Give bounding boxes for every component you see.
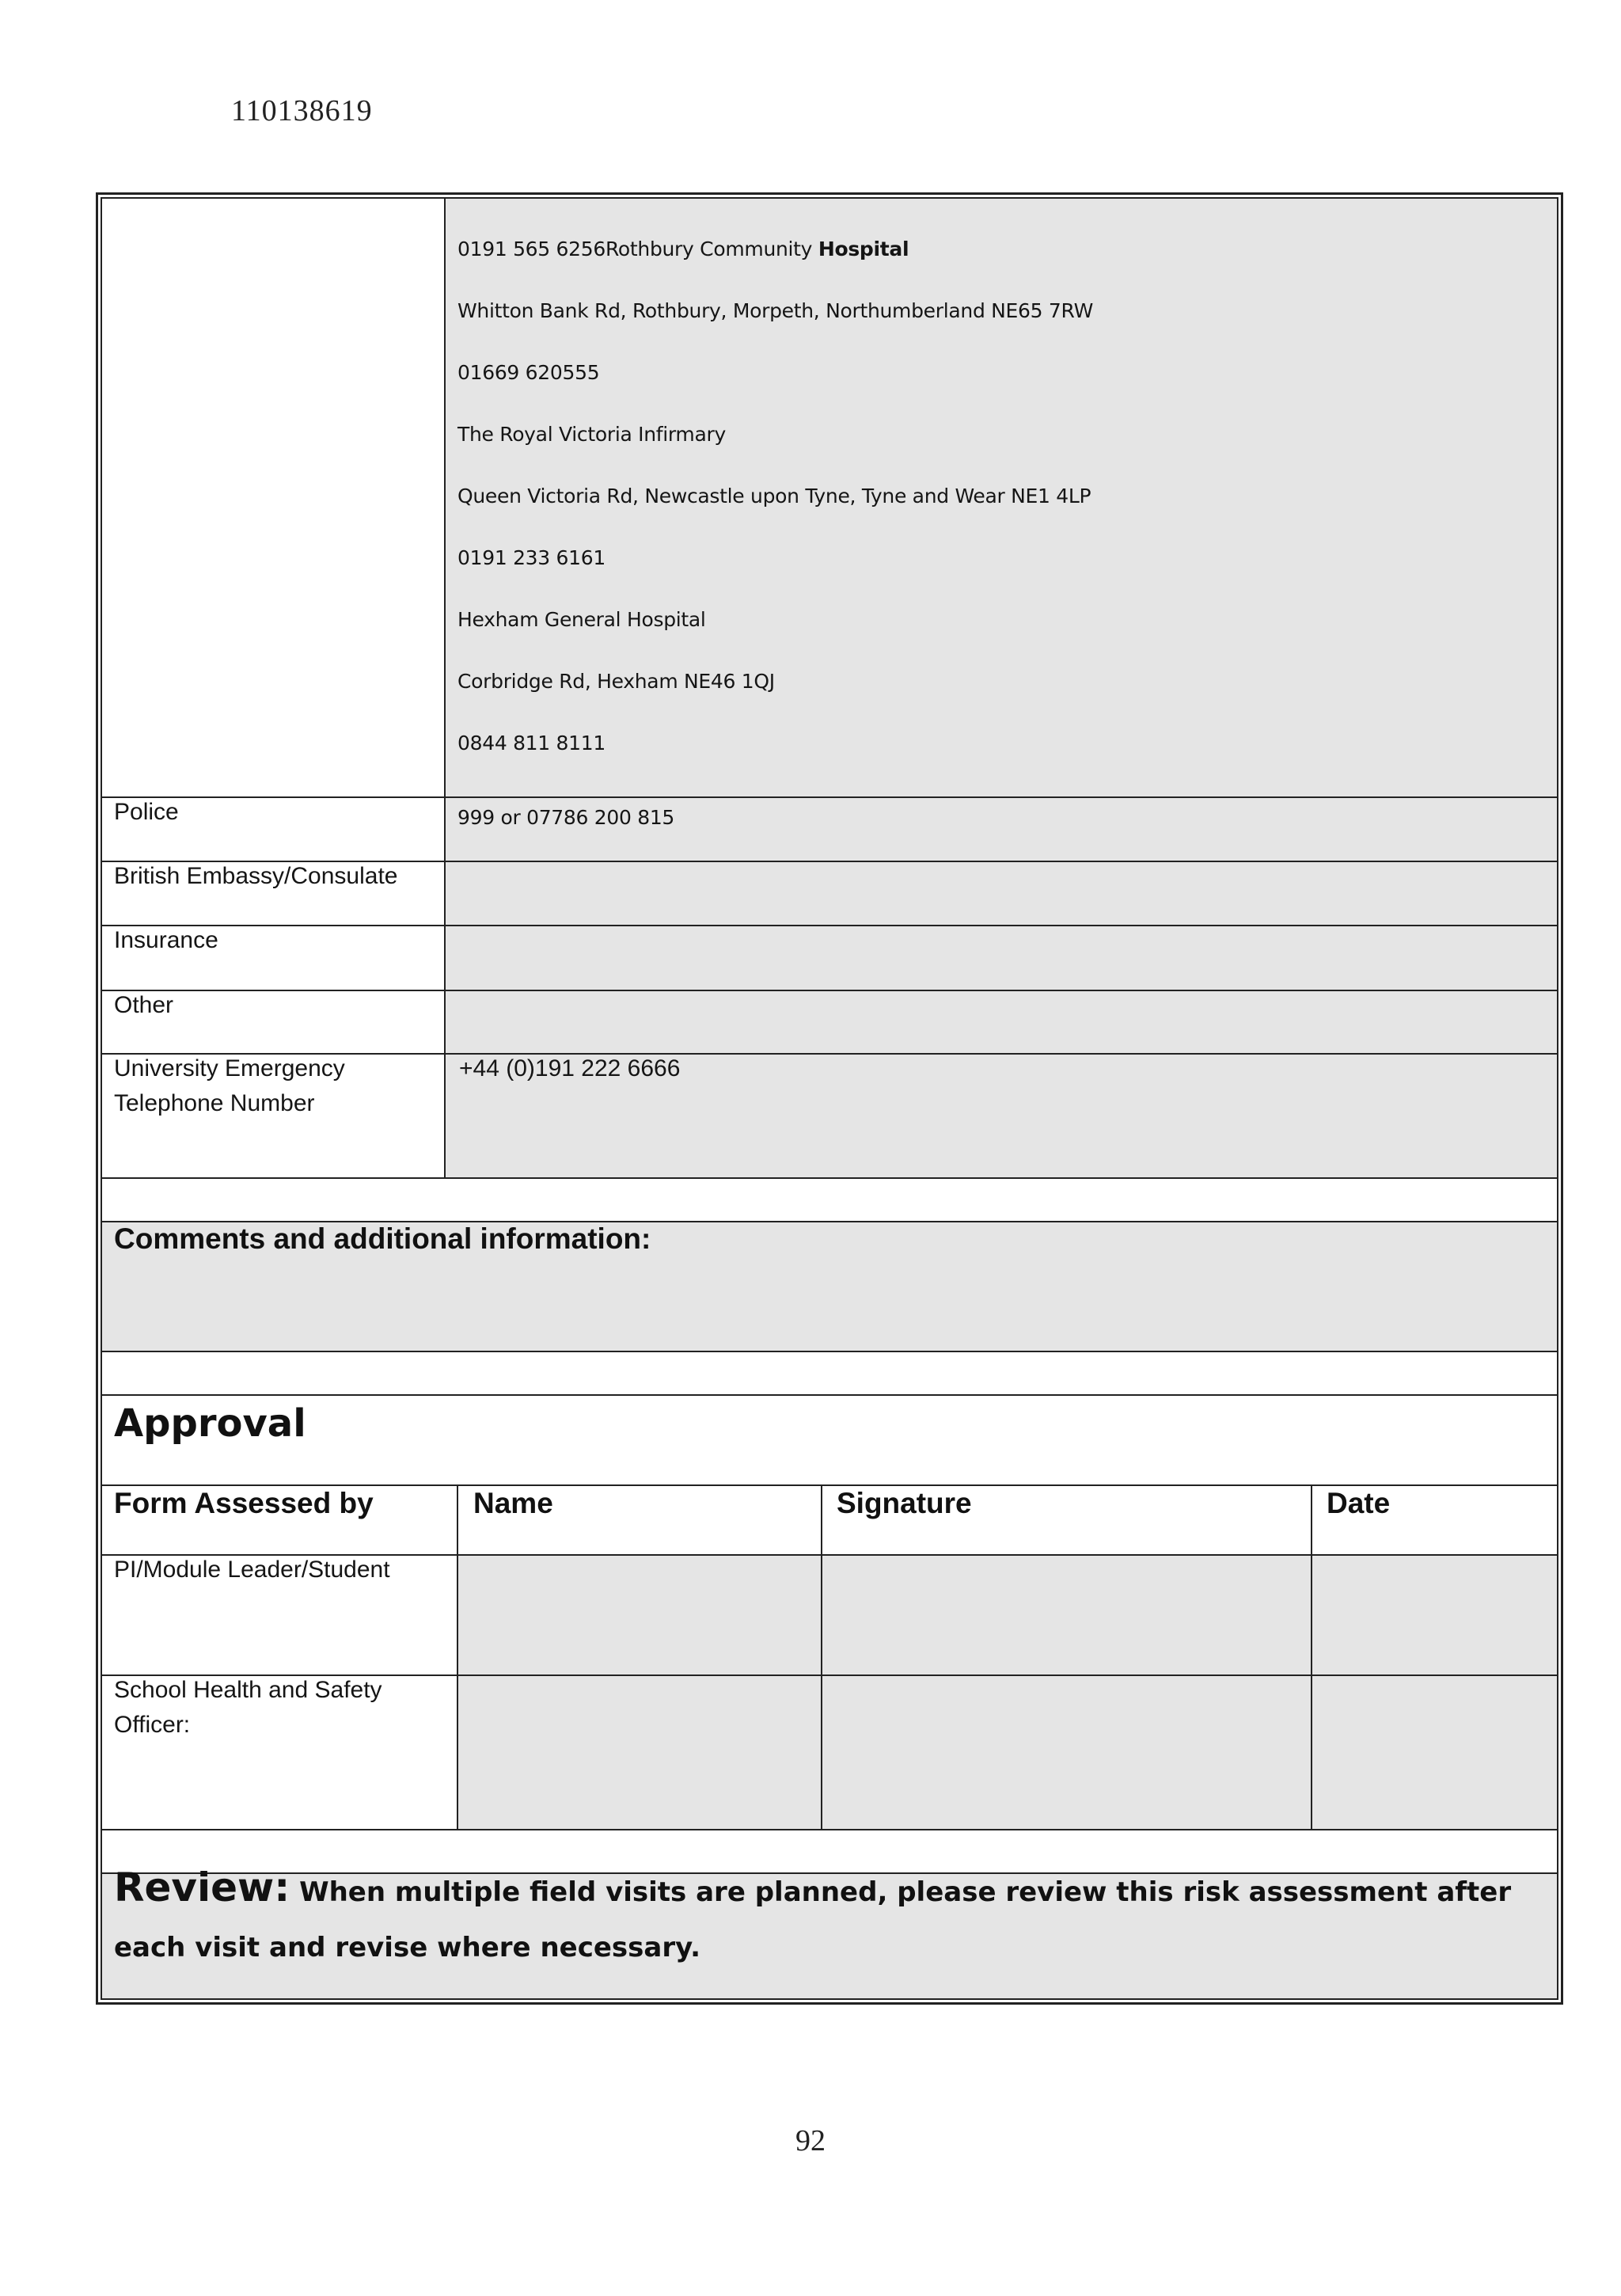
page-number: 92 [795,2124,826,2157]
col-header-name: Name [473,1487,553,1519]
embassy-label: British Embassy/Consulate [114,863,398,889]
insurance-value-field[interactable] [444,925,1558,991]
review-title: Review: [114,1865,290,1910]
other-label: Other [114,992,174,1018]
comments-heading: Comments and additional information: [114,1222,651,1255]
insurance-label: Insurance [114,927,218,953]
police-label: Police [114,799,179,825]
hs-officer-role-label: School Health and Safety Officer: [114,1677,382,1738]
hs-officer-signature-field[interactable] [821,1674,1312,1830]
contact-line: Queen Victoria Rd, Newcastle upon Tyne, Tyne and Wear NE1 4LP [457,485,1091,507]
hs-officer-name-field[interactable] [457,1674,822,1830]
contact-line: 0191 565 6256Rothbury Community Hospital [457,238,909,260]
contact-line: The Royal Victoria Infirmary [457,423,726,446]
review-body: When multiple field visits are planned, please review this risk assessment after each visit and revise where necessary. [114,1876,1512,1963]
contact-line: 0844 811 8111 [457,732,606,755]
spacer-row [101,1177,1558,1222]
col-header-date: Date [1327,1487,1391,1519]
pi-role-label: PI/Module Leader/Student [114,1557,390,1583]
pi-date-field[interactable] [1311,1554,1558,1676]
approval-heading: Approval [114,1401,306,1446]
other-value-field[interactable] [444,990,1558,1055]
contact-line: 01669 620555 [457,361,600,384]
contact-line: 0191 233 6161 [457,546,606,569]
embassy-value-field[interactable] [444,861,1558,926]
contact-line: Hexham General Hospital [457,608,706,631]
col-header-form-assessed-by: Form Assessed by [114,1487,374,1519]
contact-line: Whitton Bank Rd, Rothbury, Morpeth, Northumberland NE65 7RW [457,299,1093,322]
pi-name-field[interactable] [457,1554,822,1676]
hs-officer-date-field[interactable] [1311,1674,1558,1830]
review-note [114,1862,1539,1978]
uni-emergency-label: University Emergency Telephone Number [114,1055,345,1116]
contacts-label-cell [101,197,446,798]
document-id: 110138619 [231,94,373,127]
spacer-row [101,1351,1558,1396]
col-header-signature: Signature [837,1487,972,1519]
contact-line: Corbridge Rd, Hexham NE46 1QJ [457,670,775,693]
approval-heading-cell [101,1394,1558,1486]
pi-signature-field[interactable] [821,1554,1312,1676]
uni-emergency-number: +44 (0)191 222 6666 [459,1055,681,1081]
